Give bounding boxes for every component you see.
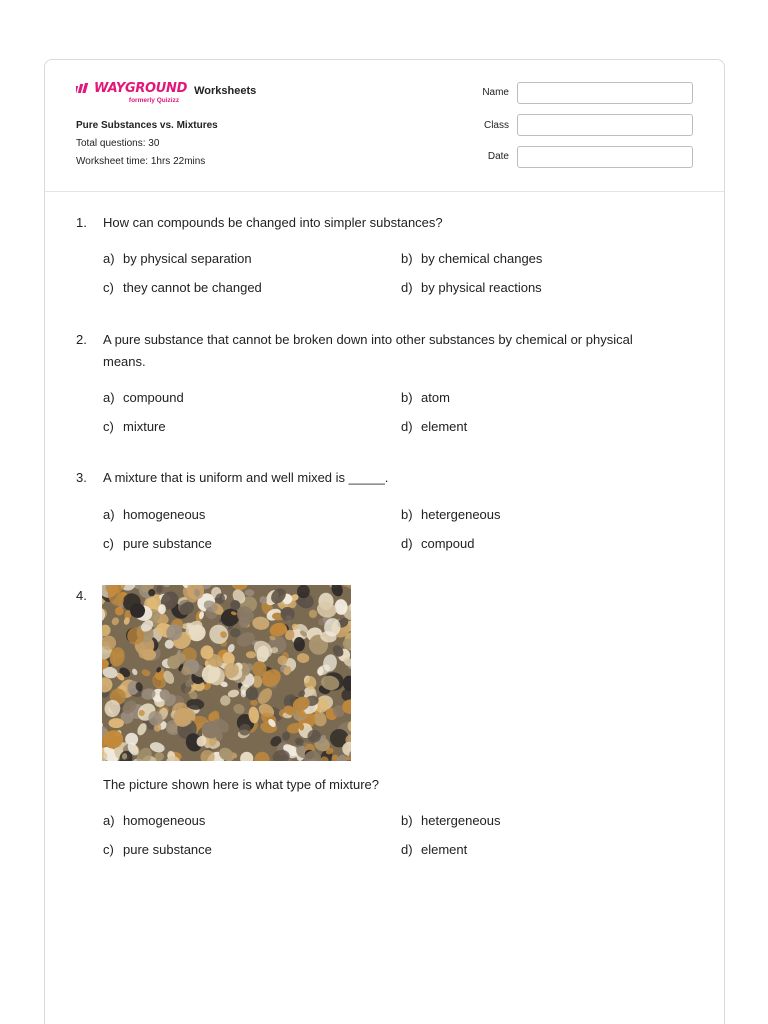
sand-grain <box>156 585 163 593</box>
sand-grain <box>244 589 254 596</box>
sand-grain <box>254 751 271 761</box>
date-field[interactable] <box>517 146 693 168</box>
sand-grain <box>252 616 270 631</box>
worksheet-page <box>44 59 725 1024</box>
sand-grain <box>109 718 124 728</box>
sand-grains-image <box>102 585 351 761</box>
question-number: 2. <box>76 332 87 347</box>
worksheet-title: Pure Substances vs. Mixtures <box>76 120 218 131</box>
sand-grain <box>230 628 241 638</box>
option-b[interactable]: b) by chemical changes <box>401 251 543 266</box>
option-d[interactable]: d) element <box>401 419 468 434</box>
option-c[interactable]: c) they cannot be changed <box>103 280 262 295</box>
question-text: A mixture that is uniform and well mixed is _____. <box>103 470 389 485</box>
option-c[interactable]: c) pure substance <box>103 536 212 551</box>
sand-grain <box>110 616 120 627</box>
option-d[interactable]: d) element <box>401 842 468 857</box>
sand-grain <box>343 676 351 691</box>
worksheet-time: Worksheet time: 1hrs 22mins <box>76 156 206 167</box>
logo-subtitle: formerly Quizizz <box>128 97 180 104</box>
option-a[interactable]: a) homogeneous <box>103 813 206 828</box>
name-label: Name <box>482 87 509 98</box>
option-a[interactable]: a) homogeneous <box>103 507 206 522</box>
option-c[interactable]: c) mixture <box>103 419 166 434</box>
brand-logo <box>76 82 256 104</box>
question-text: The picture shown here is what type of mixture? <box>103 777 380 792</box>
question-number: 4. <box>76 588 87 603</box>
class-field[interactable] <box>517 114 693 136</box>
class-label: Class <box>483 120 509 131</box>
sand-grain <box>246 651 257 658</box>
option-b[interactable]: b) hetergeneous <box>401 813 501 828</box>
question-number: 3. <box>76 470 87 485</box>
option-d[interactable]: d) by physical reactions <box>401 280 542 295</box>
sand-grain <box>239 751 254 761</box>
product-name: Worksheets <box>194 85 257 97</box>
option-b[interactable]: b) atom <box>401 390 450 405</box>
sand-grain <box>131 668 138 676</box>
sand-grain <box>161 585 171 588</box>
sand-grains-photo <box>102 585 351 761</box>
worksheet-header <box>45 60 724 192</box>
question-text: A pure substance that cannot be broken down into other substances by chemical or physical means. <box>103 332 633 369</box>
question-text: How can compounds be changed into simpler substances? <box>103 215 443 230</box>
option-a[interactable]: a) compound <box>103 390 184 405</box>
logo-wordmark <box>76 82 187 96</box>
option-d[interactable]: d) compoud <box>401 536 475 551</box>
option-a[interactable]: a) by physical separation <box>103 251 252 266</box>
logo-text: WAYGROUND <box>94 81 188 96</box>
option-b[interactable]: b) hetergeneous <box>401 507 501 522</box>
sand-grain <box>296 653 309 664</box>
name-field[interactable] <box>517 82 693 104</box>
sand-grain <box>232 702 246 715</box>
logo-mark-icon <box>76 83 92 95</box>
total-questions: Total questions: 30 <box>76 138 160 149</box>
option-c[interactable]: c) pure substance <box>103 842 212 857</box>
sand-grain <box>141 668 152 677</box>
sand-grain <box>199 749 216 761</box>
sand-grain <box>303 675 318 691</box>
date-label: Date <box>487 151 509 162</box>
question-number: 1. <box>76 215 87 230</box>
